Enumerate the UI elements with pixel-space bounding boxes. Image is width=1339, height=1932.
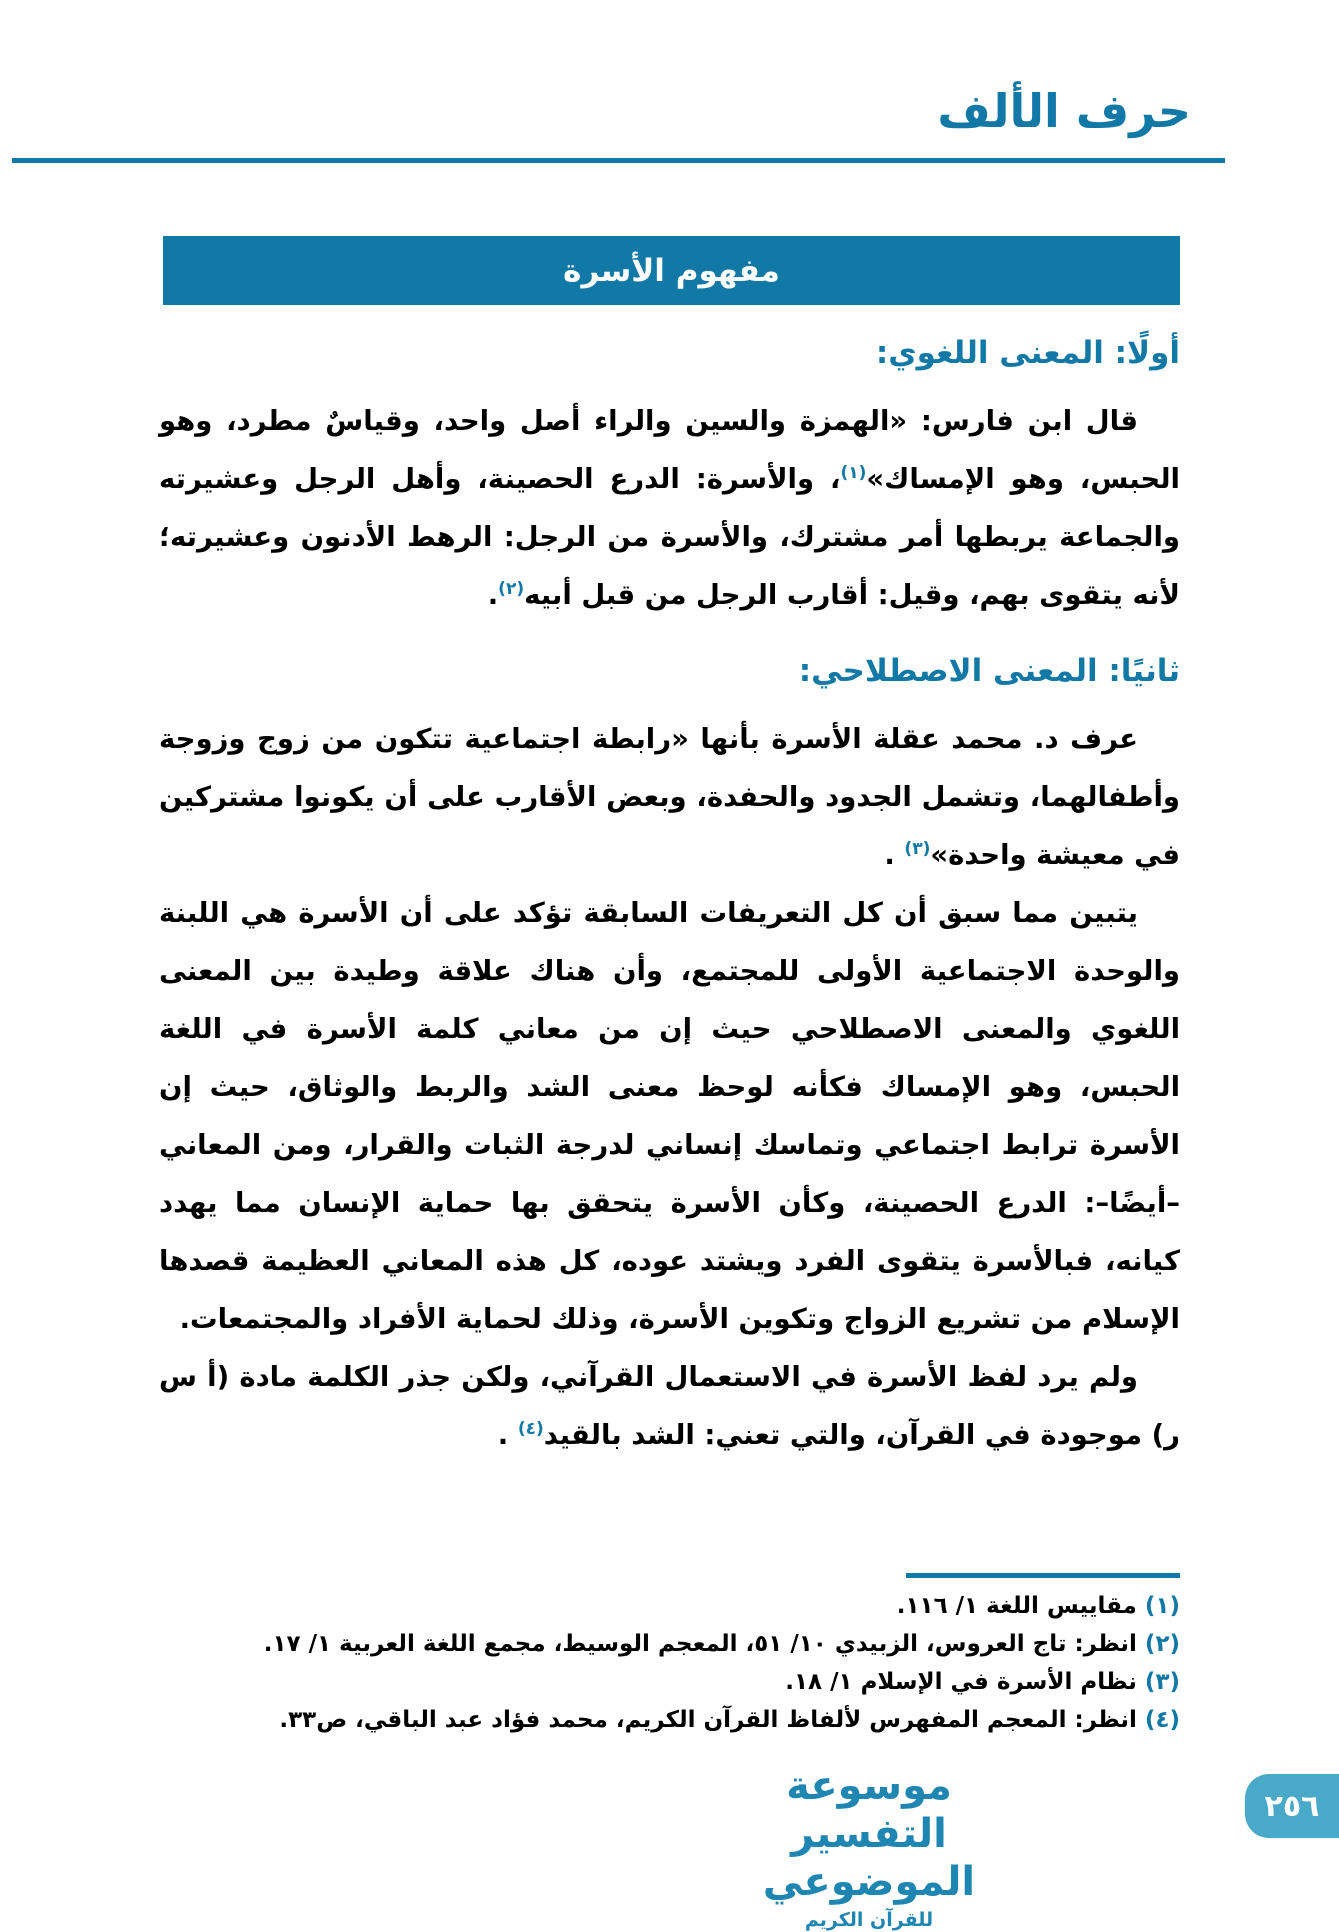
text-run: ولم يرد لفظ الأسرة في الاستعمال القرآني، ولكن جذر الكلمة مادة (أ س ر) موجودة في القرآن، والتي تعني: الشد بالقيد <box>159 1361 1180 1451</box>
paragraph-definition <box>159 710 1180 884</box>
text-run: ، والأسرة: الدرع الحصينة، وأهل الرجل وعشيرته والجماعة يربطها أمر مشترك، والأسرة من الرجل: الرهط الأدنون وعشيرته؛ لأنه يتقوى بهم، وقيل: أقارب الرجل من قبل أبيه <box>159 463 1180 611</box>
footnote-number: (٣) <box>1144 1669 1180 1695</box>
footnote-reference: (٤) <box>517 1418 544 1439</box>
page-number-badge <box>1245 1774 1339 1838</box>
footnote-reference: (١) <box>840 462 867 483</box>
footnote-text: انظر: المعجم المفهرس لألفاظ القرآن الكريم، محمد فؤاد عبد الباقي، ص٣٣. <box>279 1707 1137 1733</box>
footnote-text: نظام الأسرة في الإسلام ١/ ١٨. <box>785 1669 1137 1695</box>
footnotes-list <box>159 1587 1180 1739</box>
paragraph-discussion <box>159 884 1180 1348</box>
footnote-text: انظر: تاج العروس، الزبيدي ١٠/ ٥١، المعجم الوسيط، مجمع اللغة العربية ١/ ١٧. <box>263 1631 1137 1657</box>
chapter-banner-title: مفهوم الأسرة <box>563 252 780 289</box>
text-run: . <box>497 1419 518 1451</box>
footnote-number: (٤) <box>1144 1707 1180 1733</box>
section-heading-terminological: ثانيًا: المعنى الاصطلاحي: <box>798 653 1180 689</box>
paragraph-linguistic-meaning <box>159 392 1180 624</box>
publisher-logo-subtitle: للقرآن الكريم <box>804 1909 934 1931</box>
footnote-text: مقاييس اللغة ١/ ١١٦. <box>896 1593 1137 1619</box>
footnote-item <box>159 1625 1180 1663</box>
text-run: . <box>884 839 905 871</box>
text-run: عرف د. محمد عقلة الأسرة بأنها «رابطة اجتماعية تتكون من زوج وزوجة وأطفالهما، وتشمل الجدود والحفدة، وبعض الأقارب على أن يكونوا مشتركين في معيشة واحدة» <box>159 723 1180 871</box>
text-run: قال ابن فارس: «الهمزة والسين والراء أصل واحد، وقياسٌ مطرد، وهو الحبس، وهو الإمساك» <box>159 405 1180 495</box>
section-letter-title: حرف الألف <box>937 84 1191 138</box>
footnote-number: (٢) <box>1144 1631 1180 1657</box>
main-text-column <box>159 316 1180 1464</box>
publisher-logo <box>729 1762 1009 1932</box>
text-run: . <box>487 579 499 611</box>
section-heading-linguistic: أولًا: المعنى اللغوي: <box>875 335 1180 371</box>
text-run: يتبين مما سبق أن كل التعريفات السابقة تؤكد على أن الأسرة هي اللبنة والوحدة الاجتماعية الأولى للمجتمع، وأن هناك علاقة وطيدة بين المعنى اللغوي والمعنى الاصطلاحي حيث إن من معاني كلمة الأسرة في اللغة الحبس، وهو الإمساك فكأنه لوحظ معنى الشد والربط والوثاق، حيث إن الأسرة ترابط اجتماعي وتماسك إنساني لدرجة الثبات والقرار، ومن المعاني –أيضًا–: الدرع الحصينة، وكأن الأسرة يتحقق بها حماية الإنسان مما يهدد كيانه، فبالأسرة يتقوى الفرد ويشتد عوده، كل هذه المعاني العظيمة قصدها الإسلام من تشريع الزواج وتكوين الأسرة، وذلك لحماية الأفراد والمجتمعات. <box>159 897 1180 1335</box>
footnote-number: (١) <box>1144 1593 1180 1619</box>
header-rule <box>12 158 1225 163</box>
footnote-separator <box>906 1573 1180 1578</box>
footnote-item <box>159 1587 1180 1625</box>
paragraph-quranic-usage <box>159 1348 1180 1464</box>
footnote-item <box>159 1663 1180 1701</box>
footnote-reference: (٣) <box>904 838 931 859</box>
page-number: ٢٥٦ <box>1264 1788 1320 1824</box>
footnote-reference: (٢) <box>498 578 525 599</box>
chapter-banner <box>163 236 1180 305</box>
footnote-item <box>159 1701 1180 1739</box>
publisher-logo-title: موسوعة التفسير الموضوعي <box>762 1763 976 1905</box>
